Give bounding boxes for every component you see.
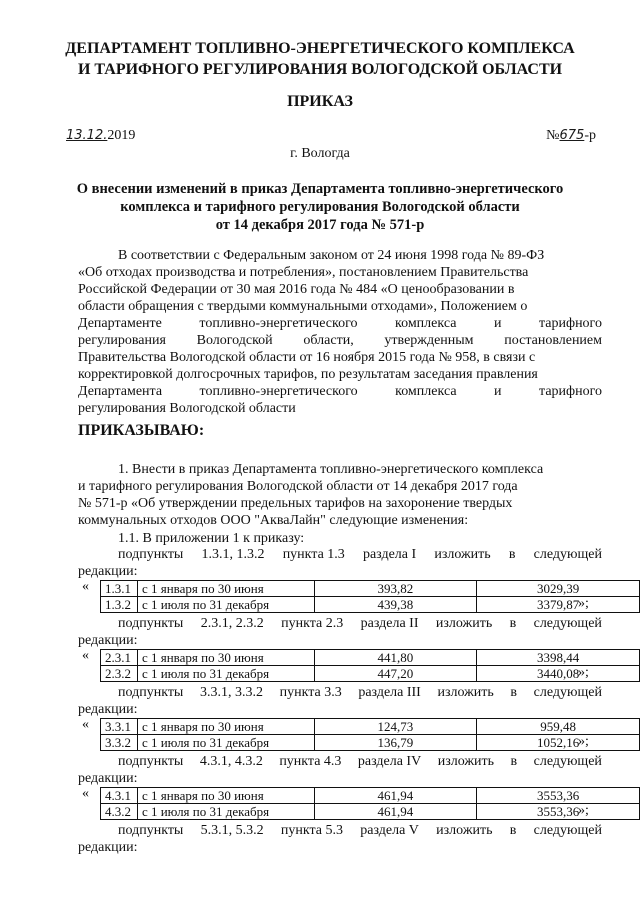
order-word: ПРИКАЗЫВАЮ: [78,422,205,439]
preamble-line [78,332,602,349]
word: изложить [435,616,493,631]
tariff-table [100,787,640,820]
word: следующей [533,823,602,838]
word: изложить [434,547,491,562]
cell-v2: 3029,39 [477,581,640,597]
preamble-line [78,400,602,417]
cell-period: с 1 января по 30 июня [137,788,314,804]
subject-line-2: комплекса и тарифного регулирования Вологодской области [120,199,520,215]
cell-code: 4.3.1 [101,788,138,804]
table-row [101,719,640,735]
handwritten-date: 13.12. [66,128,108,143]
word: следующей [533,547,602,562]
cell-code: 1.3.1 [101,581,138,597]
city: г. Вологда [290,146,350,161]
tariff-table [100,580,640,613]
cell-v2: 959,48 [477,719,640,735]
word: пункта 4.3 [279,754,342,769]
word: подпункты [118,547,184,562]
redaction-label: редакции: [78,702,138,717]
cell-period: с 1 января по 30 июня [137,650,314,666]
section-intro [118,684,602,701]
word: подпункты [118,823,184,838]
word: В соответствии с Федеральным законом от 24 июня 1998 года № 89-ФЗ [118,248,545,263]
cell-v1: 461,94 [314,804,477,820]
word: 1.3.1, 1.3.2 [201,547,265,562]
word: 2.3.1, 2.3.2 [200,616,264,631]
word: раздела IV [357,754,422,769]
cell-code: 3.3.2 [101,735,138,751]
word: в [510,685,518,700]
word: пункта 1.3 [282,547,345,562]
cell-v2: 3553,36 [477,788,640,804]
word: раздела III [358,685,421,700]
cell-period: с 1 июля по 31 декабря [137,597,314,613]
close-quote: »; [578,734,589,749]
word: пункта 5.3 [280,823,343,838]
word: в [508,547,516,562]
word: и [493,316,502,331]
word: в [510,754,518,769]
department-name-line-2: И ТАРИФНОГО РЕГУЛИРОВАНИЯ ВОЛОГОДСКОЙ ОБЛАСТИ [77,61,563,78]
cell-period: с 1 июля по 31 декабря [137,666,314,682]
preamble-line [78,366,602,383]
subject-line-3: от 14 декабря 2017 года № 571-р [215,217,425,233]
open-quote: « [82,786,89,801]
cell-v1: 441,80 [314,650,477,666]
word: раздела V [360,823,419,838]
order-number [546,127,596,144]
table-row [101,788,640,804]
word: «Об отходах производства и потребления», постановлением Правительства [78,265,529,280]
section-intro [118,546,602,563]
word: области обращения с твердыми коммунальными отходами», Положением о [78,299,528,314]
cell-period: с 1 января по 30 июня [137,719,314,735]
word: области, [303,333,354,348]
table-row [101,650,640,666]
word: комплекса [395,384,457,399]
word: Вологодской [196,333,273,348]
table-row [101,581,640,597]
preamble-line [78,315,602,332]
section-intro [118,822,602,839]
close-quote: »; [578,803,589,818]
preamble-line [78,264,602,281]
cell-period: с 1 января по 30 июня [137,581,314,597]
word: в [509,616,517,631]
word: изложить [436,823,493,838]
order-date [66,127,135,144]
word: подпункты [118,616,184,631]
preamble-line [78,281,602,298]
word: в [509,823,517,838]
redaction-label: редакции: [78,840,138,855]
number-prefix: № [546,128,560,143]
word: Российской Федерации от 30 мая 2016 года № 484 «О ценообразовании в [78,282,515,297]
cell-v2: 3398,44 [477,650,640,666]
word: комплекса [395,316,457,331]
word: тарифного [539,384,602,399]
number-suffix: -р [584,128,596,143]
subject-line-1: О внесении изменений в приказ Департамента топливно-энергетического [76,181,564,197]
cell-period: с 1 июля по 31 декабря [137,804,314,820]
document-type: ПРИКАЗ [287,93,353,110]
cell-v1: 136,79 [314,735,477,751]
paragraph-1-1: 1.1. В приложении 1 к приказу: [118,531,305,546]
cell-code: 3.3.1 [101,719,138,735]
handwritten-number: 675 [559,128,585,143]
table-row [101,597,640,613]
word: топливно-энергетического [199,384,358,399]
word: 3.3.1, 3.3.2 [199,685,263,700]
cell-code: 2.3.2 [101,666,138,682]
open-quote: « [82,579,89,594]
word: топливно-энергетического [199,316,358,331]
department-name-line-1: ДЕПАРТАМЕНТ ТОПЛИВНО-ЭНЕРГЕТИЧЕСКОГО КОМПЛЕКСА [65,40,575,57]
preamble-line [78,383,602,400]
word: утвержденным [384,333,474,348]
cell-v2: 3440,08 [477,666,640,682]
word: подпункты [118,754,184,769]
paragraph-1-line: и тарифного регулирования Вологодской области от 14 декабря 2017 года [78,479,518,494]
cell-code: 4.3.2 [101,804,138,820]
word: пункта 2.3 [281,616,344,631]
close-quote: »; [578,665,589,680]
word: раздела II [360,616,419,631]
word: раздела I [362,547,417,562]
table-row [101,735,640,751]
tariff-table [100,649,640,682]
open-quote: « [82,717,89,732]
section-intro [118,615,602,632]
cell-v1: 124,73 [314,719,477,735]
cell-v1: 461,94 [314,788,477,804]
word: Департаменте [78,316,162,331]
cell-v2: 3379,87 [477,597,640,613]
preamble-line [118,247,602,264]
section-intro [118,753,602,770]
paragraph-1-line: № 571-р «Об утверждении предельных тарифов на захоронение твердых [78,496,513,511]
open-quote: « [82,648,89,663]
word: Правительства Вологодской области от 16 ноября 2015 года № 958, в связи с [78,350,536,365]
word: следующей [533,754,602,769]
word: регулирования [78,333,166,348]
close-quote: »; [578,596,589,611]
word: 4.3.1, 4.3.2 [199,754,263,769]
word: корректировкой долгосрочных тарифов, по результатам заседания правления [78,367,538,382]
word: постановлением [504,333,602,348]
word: и [494,384,502,399]
word: следующей [533,616,602,631]
cell-v2: 3553,36 [477,804,640,820]
word: подпункты [118,685,184,700]
cell-code: 2.3.1 [101,650,138,666]
cell-period: с 1 июля по 31 декабря [137,735,314,751]
table-row [101,804,640,820]
redaction-label: редакции: [78,771,138,786]
word: пункта 3.3 [279,685,342,700]
tariff-table [100,718,640,751]
table-row [101,666,640,682]
paragraph-1-line: 1. Внести в приказ Департамента топливно-энергетического комплекса [118,462,544,477]
cell-v1: 447,20 [314,666,477,682]
preamble-line [78,349,602,366]
word: изложить [437,685,494,700]
word: следующей [533,685,602,700]
paragraph-1-line: коммунальных отходов ООО "АкваЛайн" следующие изменения: [78,513,469,528]
cell-v1: 393,82 [314,581,477,597]
word: регулирования Вологодской области [78,401,296,416]
redaction-label: редакции: [78,564,138,579]
word: изложить [437,754,495,769]
cell-v1: 439,38 [314,597,477,613]
word: 5.3.1, 5.3.2 [200,823,264,838]
preamble-line [78,298,602,315]
date-year: 2019 [107,128,136,143]
word: тарифного [539,316,602,331]
redaction-label: редакции: [78,633,138,648]
cell-v2: 1052,16 [477,735,640,751]
word: Департамента [78,384,163,399]
cell-code: 1.3.2 [101,597,138,613]
